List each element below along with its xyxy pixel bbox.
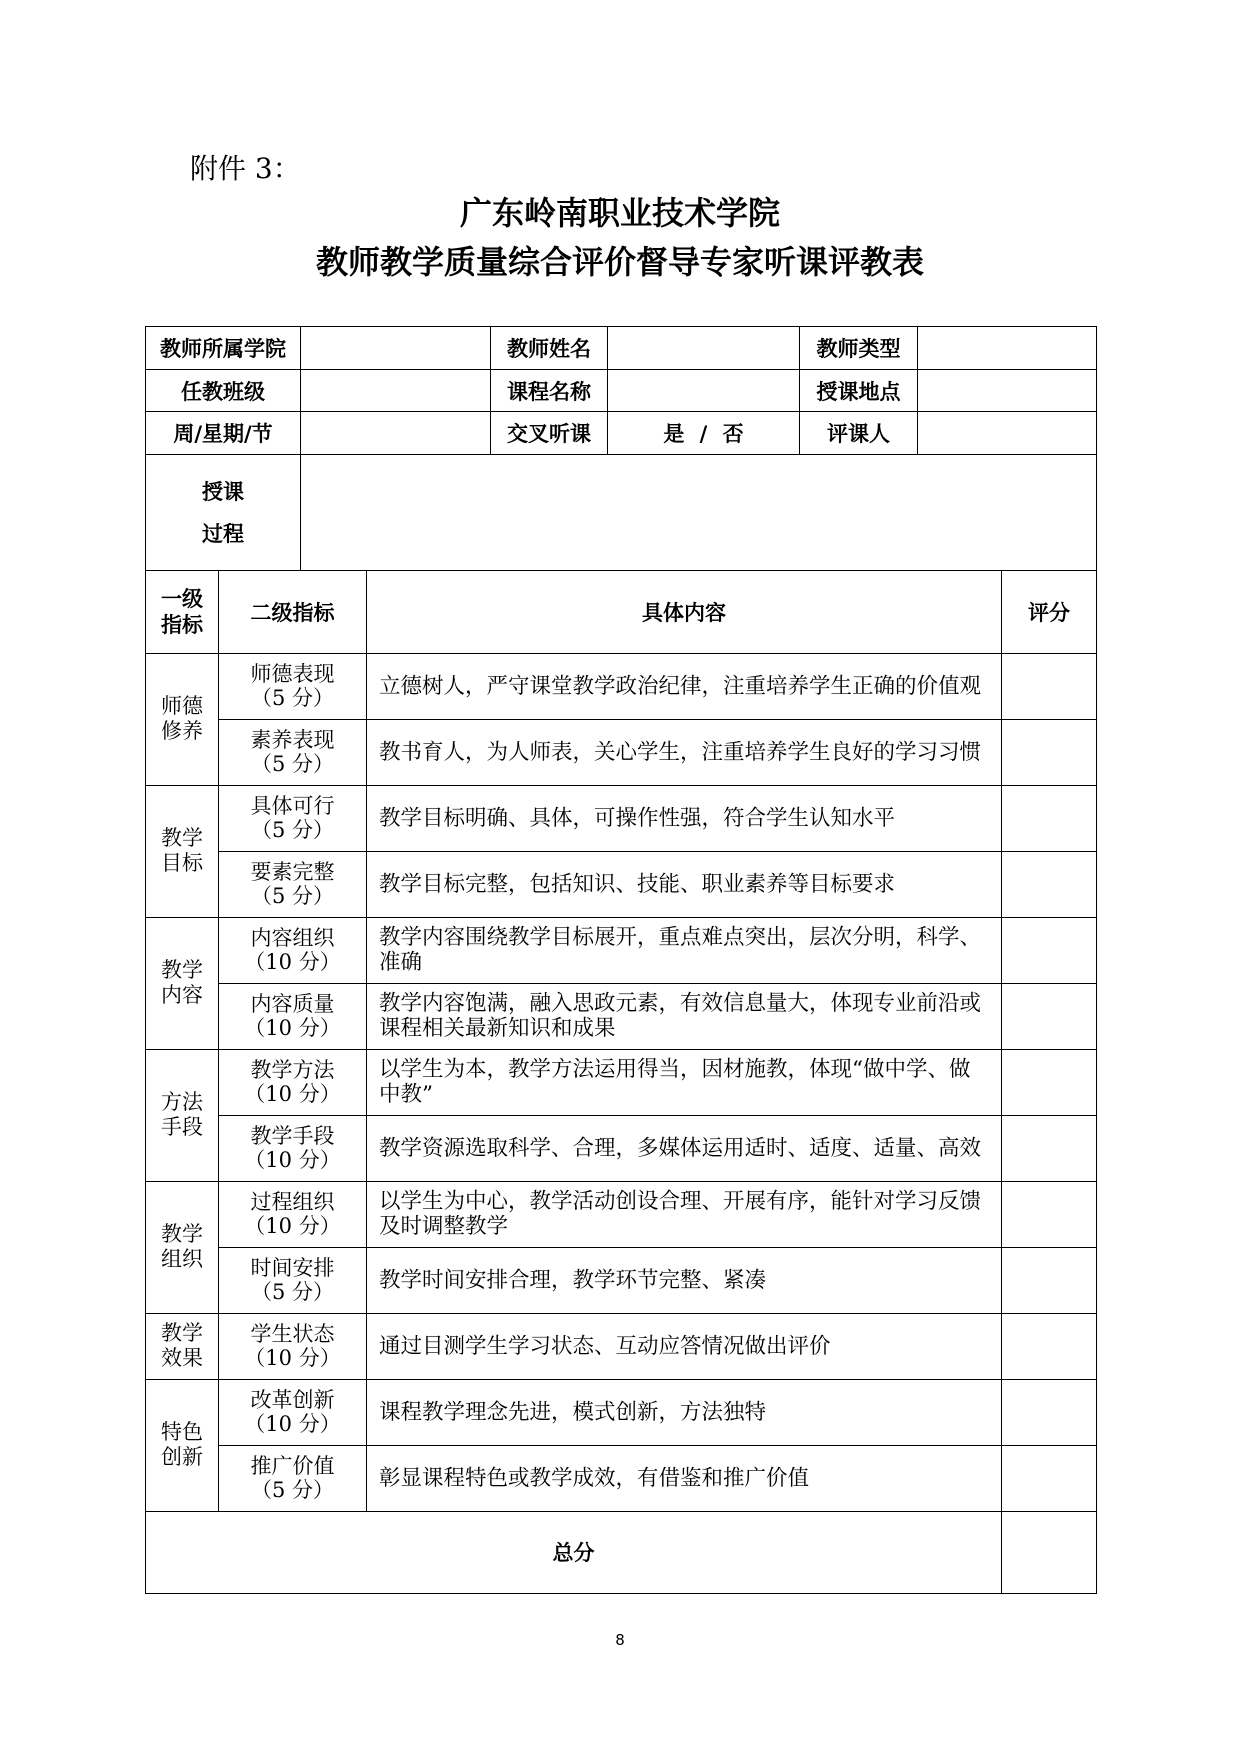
level2-indicator-points: （10 分）	[244, 1412, 341, 1436]
criteria-content: 彰显课程特色或教学成效，有借鉴和推广价值	[367, 1445, 1002, 1511]
criteria-content: 教学内容围绕教学目标展开，重点难点突出，层次分明，科学、准确	[367, 917, 1002, 983]
level1-indicator-name-line1: 教学	[161, 1222, 203, 1246]
table-row	[146, 785, 1097, 851]
level2-indicator	[219, 1247, 367, 1313]
level2-indicator-name: 学生状态	[250, 1322, 335, 1346]
course-name-label: 课程名称	[491, 370, 608, 412]
table-row	[146, 1445, 1097, 1511]
level2-indicator	[219, 983, 367, 1049]
score-cell	[1002, 1379, 1097, 1445]
criteria-content: 立德树人，严守课堂教学政治纪律，注重培养学生正确的价值观	[367, 653, 1002, 719]
total-score-label: 总分	[146, 1511, 1002, 1593]
level2-indicator-name: 内容组织	[250, 926, 335, 950]
level1-indicator-teaching-content	[146, 917, 219, 1049]
teacher-type-value-cell	[918, 327, 1097, 370]
level1-indicator-name-line1: 教学	[161, 958, 203, 982]
level2-indicator-points: （10 分）	[244, 1346, 341, 1370]
table-row	[146, 1049, 1097, 1115]
score-cell	[1002, 1115, 1097, 1181]
score-cell	[1002, 653, 1097, 719]
college-value-cell	[301, 327, 491, 370]
level1-indicator-teaching-effect	[146, 1313, 219, 1379]
schedule-label: 周/星期/节	[146, 412, 301, 455]
level1-indicator-teaching-organization	[146, 1181, 219, 1313]
content-header: 具体内容	[367, 571, 1002, 653]
criteria-content: 教学内容饱满，融入思政元素，有效信息量大，体现专业前沿或课程相关最新知识和成果	[367, 983, 1002, 1049]
level2-indicator-points: （5 分）	[250, 884, 335, 908]
level2-indicator	[219, 785, 367, 851]
score-cell	[1002, 917, 1097, 983]
level2-indicator-points: （5 分）	[250, 818, 335, 842]
table-row	[146, 1115, 1097, 1181]
level2-indicator-points: （10 分）	[244, 950, 341, 974]
level2-indicator	[219, 1049, 367, 1115]
class-label: 任教班级	[146, 370, 301, 412]
level2-indicator-points: （5 分）	[250, 686, 335, 710]
total-row	[146, 1511, 1097, 1593]
teaching-process-label-line1: 授课	[202, 479, 244, 504]
teaching-process-label	[146, 455, 301, 571]
criteria-content: 教学时间安排合理，教学环节完整、紧凑	[367, 1247, 1002, 1313]
info-row	[146, 370, 1097, 412]
college-label: 教师所属学院	[146, 327, 301, 370]
criteria-content: 教学资源选取科学、合理，多媒体运用适时、适度、适量、高效	[367, 1115, 1002, 1181]
level2-indicator-name: 改革创新	[250, 1388, 335, 1412]
level1-indicator-name-line2: 效果	[161, 1346, 203, 1370]
level2-indicator-points: （10 分）	[244, 1082, 341, 1106]
cross-observation-value: 是 / 否	[608, 412, 800, 455]
level1-indicator-name-line1: 师德	[161, 694, 203, 718]
criteria-content: 课程教学理念先进，模式创新，方法独特	[367, 1379, 1002, 1445]
document-title-form: 教师教学质量综合评价督导专家听课评教表	[315, 243, 924, 281]
course-name-value-cell	[608, 370, 800, 412]
level2-indicator-name: 具体可行	[250, 794, 335, 818]
level2-indicator	[219, 1181, 367, 1247]
cross-observation-label: 交叉听课	[491, 412, 608, 455]
location-label: 授课地点	[800, 370, 918, 412]
table-row	[146, 1379, 1097, 1445]
level2-indicator-name: 师德表现	[250, 662, 335, 686]
teacher-name-label: 教师姓名	[491, 327, 608, 370]
teacher-name-value-cell	[608, 327, 800, 370]
level2-indicator-name: 教学手段	[250, 1124, 335, 1148]
level2-indicator-name: 教学方法	[250, 1058, 335, 1082]
level1-indicator-innovation	[146, 1379, 219, 1511]
level2-indicator-name: 要素完整	[250, 860, 335, 884]
location-value-cell	[918, 370, 1097, 412]
table-row	[146, 917, 1097, 983]
info-row	[146, 327, 1097, 370]
level2-indicator	[219, 719, 367, 785]
table-header-row	[146, 571, 1097, 653]
level1-indicator-name-line2: 修养	[161, 719, 203, 743]
level1-indicator-name-line1: 方法	[161, 1090, 203, 1114]
level2-indicator-name: 推广价值	[250, 1454, 335, 1478]
criteria-content: 以学生为本，教学方法运用得当，因材施教，体现“做中学、做中教”	[367, 1049, 1002, 1115]
level1-indicator-name-line2: 内容	[161, 983, 203, 1007]
class-value-cell	[301, 370, 491, 412]
table-row	[146, 851, 1097, 917]
score-cell	[1002, 1445, 1097, 1511]
table-row	[146, 1247, 1097, 1313]
level2-indicator	[219, 851, 367, 917]
level2-indicator-points: （10 分）	[244, 1148, 341, 1172]
level2-indicator-points: （5 分）	[250, 1280, 335, 1304]
table-row	[146, 653, 1097, 719]
teacher-type-label: 教师类型	[800, 327, 918, 370]
level2-indicator-header: 二级指标	[219, 571, 367, 653]
total-score-cell	[1002, 1511, 1097, 1593]
level2-indicator-points: （5 分）	[250, 1478, 335, 1502]
level1-indicator-header	[146, 571, 219, 653]
level1-indicator-name-line1: 教学	[161, 826, 203, 850]
score-cell	[1002, 1247, 1097, 1313]
level1-indicator-name-line1: 教学	[161, 1321, 203, 1345]
level2-indicator-name: 时间安排	[250, 1256, 335, 1280]
level1-indicator-name-line2: 目标	[161, 851, 203, 875]
level1-indicator-methods-means	[146, 1049, 219, 1181]
level1-indicator-header-line2: 指标	[161, 612, 203, 637]
level2-indicator	[219, 1115, 367, 1181]
criteria-content: 教学目标明确、具体，可操作性强，符合学生认知水平	[367, 785, 1002, 851]
level1-indicator-ethics	[146, 653, 219, 785]
criteria-content: 通过目测学生学习状态、互动应答情况做出评价	[367, 1313, 1002, 1379]
level1-indicator-name-line2: 手段	[161, 1115, 203, 1139]
level1-indicator-name-line2: 创新	[161, 1445, 203, 1469]
level2-indicator-name: 过程组织	[250, 1190, 335, 1214]
level2-indicator-name: 素养表现	[250, 728, 335, 752]
level2-indicator	[219, 653, 367, 719]
level2-indicator-points: （10 分）	[244, 1016, 341, 1040]
criteria-content: 教书育人，为人师表，关心学生，注重培养学生良好的学习习惯	[367, 719, 1002, 785]
level2-indicator	[219, 1445, 367, 1511]
evaluation-form	[145, 326, 1096, 1594]
score-cell	[1002, 983, 1097, 1049]
level1-indicator-teaching-objectives	[146, 785, 219, 917]
level2-indicator-points: （5 分）	[250, 752, 335, 776]
info-row	[146, 412, 1097, 455]
level2-indicator	[219, 917, 367, 983]
level2-indicator-points: （10 分）	[244, 1214, 341, 1238]
score-cell	[1002, 851, 1097, 917]
table-row	[146, 983, 1097, 1049]
teaching-process-label-line2: 过程	[202, 521, 244, 546]
evaluation-criteria-table	[145, 571, 1097, 1594]
level1-indicator-name-line2: 组织	[161, 1247, 203, 1271]
level1-indicator-header-line1: 一级	[161, 586, 203, 611]
score-cell	[1002, 1181, 1097, 1247]
score-cell	[1002, 719, 1097, 785]
table-row	[146, 719, 1097, 785]
table-row	[146, 1181, 1097, 1247]
attachment-label: 附件 3：	[190, 152, 301, 185]
reviewer-label: 评课人	[800, 412, 918, 455]
document-title-institution: 广东岭南职业技术学院	[459, 194, 780, 232]
schedule-value-cell	[301, 412, 491, 455]
score-cell	[1002, 1049, 1097, 1115]
level2-indicator-name: 内容质量	[250, 992, 335, 1016]
reviewer-value-cell	[918, 412, 1097, 455]
info-row	[146, 455, 1097, 571]
level2-indicator	[219, 1313, 367, 1379]
criteria-content: 以学生为中心，教学活动创设合理、开展有序，能针对学习反馈及时调整教学	[367, 1181, 1002, 1247]
criteria-content: 教学目标完整，包括知识、技能、职业素养等目标要求	[367, 851, 1002, 917]
score-cell	[1002, 785, 1097, 851]
level2-indicator	[219, 1379, 367, 1445]
table-row	[146, 1313, 1097, 1379]
score-cell	[1002, 1313, 1097, 1379]
score-header: 评分	[1002, 571, 1097, 653]
teaching-process-value-cell	[301, 455, 1097, 571]
page-number: 8	[615, 1631, 625, 1649]
teacher-info-table	[145, 326, 1097, 571]
level1-indicator-name-line1: 特色	[161, 1420, 203, 1444]
